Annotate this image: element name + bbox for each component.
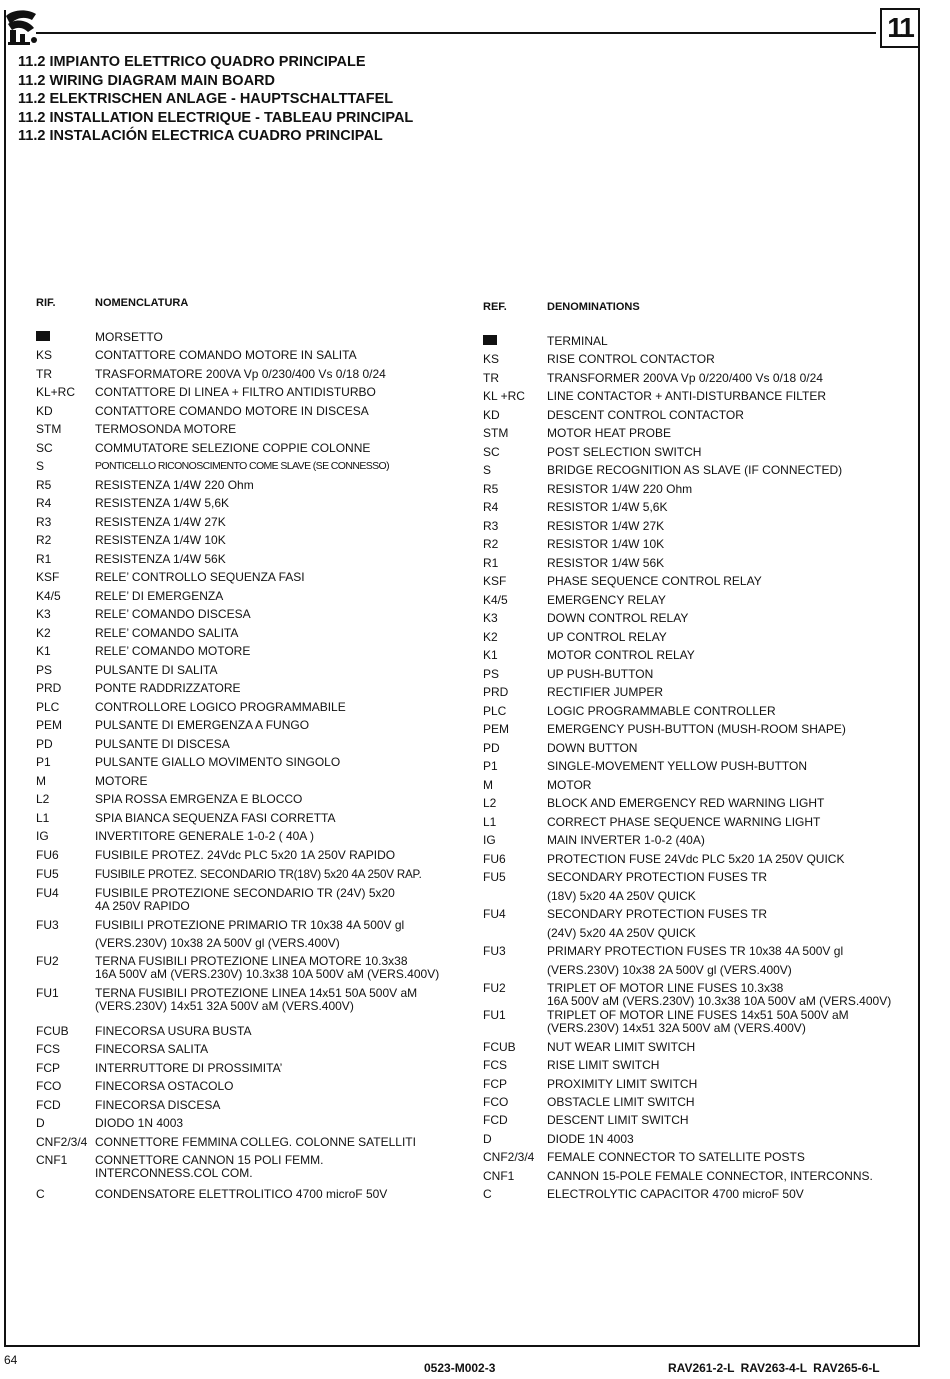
model-list: RAV261-2-L RAV263-4-L RAV265-6-L (668, 1361, 880, 1375)
legend-description: COMMUTATORE SELEZIONE COPPIE COLONNE (95, 441, 371, 455)
legend-code: PEM (36, 718, 63, 732)
legend-code: FU5 (483, 870, 506, 884)
legend-description: RISE LIMIT SWITCH (547, 1058, 660, 1072)
chapter-number-box: 11 (880, 8, 920, 48)
legend-code: STM (36, 422, 62, 436)
frame-right-border (918, 46, 920, 1346)
legend-description: SPIA ROSSA EMRGENZA E BLOCCO (95, 792, 303, 806)
legend-description: MORSETTO (95, 330, 163, 344)
legend-description: PRIMARY PROTECTION FUSES TR 10x38 4A 500V gl (547, 944, 844, 958)
legend-description: RESISTOR 1/4W 220 Ohm (547, 482, 693, 496)
title-spanish: 11.2 INSTALACIÓN ELECTRICA CUADRO PRINCIPAL (18, 128, 383, 144)
legend-description: UP PUSH-BUTTON (547, 667, 654, 681)
legend-code: R1 (483, 556, 499, 570)
legend-code: FU3 (483, 944, 506, 958)
legend-code: R4 (36, 496, 52, 510)
legend-description: NUT WEAR LIMIT SWITCH (547, 1040, 696, 1054)
legend-code (483, 335, 497, 348)
legend-description: RELE’ DI EMERGENZA (95, 589, 224, 603)
legend-description: EMERGENCY PUSH-BUTTON (MUSH-ROOM SHAPE) (547, 722, 846, 736)
legend-description: CONTATTORE COMANDO MOTORE IN SALITA (95, 348, 357, 362)
legend-code: PD (483, 741, 500, 755)
legend-code: C (36, 1187, 45, 1201)
legend-description: PROTECTION FUSE 24Vdc PLC 5x20 1A 250V QUICK (547, 852, 845, 866)
legend-code: KSF (36, 570, 60, 584)
legend-code: CNF2/3/4 (483, 1150, 535, 1164)
page-number: 64 (4, 1353, 18, 1367)
english-legend-table (483, 301, 903, 1201)
legend-description: TERMINAL (547, 334, 608, 348)
legend-code: R2 (36, 533, 52, 547)
legend-description: RELE’ CONTROLLO SEQUENZA FASI (95, 570, 305, 584)
legend-description: MOTOR (547, 778, 592, 792)
legend-description: DIODO 1N 4003 (95, 1116, 184, 1130)
legend-description: RESISTOR 1/4W 5,6K (547, 500, 668, 514)
legend-code: KL +RC (483, 389, 525, 403)
legend-code: FU6 (36, 848, 59, 862)
legend-description: MAIN INVERTER 1-0-2 (40A) (547, 833, 705, 847)
english-table-header (483, 301, 903, 321)
legend-description: SECONDARY PROTECTION FUSES TR (547, 870, 768, 884)
legend-description: TERNA FUSIBILI PROTEZIONE LINEA 14x51 50A 500V aM (VERS.230V) 14x51 32A 500V aM (VERS.400V) (95, 986, 418, 1013)
legend-description: FINECORSA USURA BUSTA (95, 1024, 252, 1038)
title-french: 11.2 INSTALLATION ELECTRIQUE - TABLEAU PRINCIPAL (18, 109, 414, 126)
legend-code: TR (483, 371, 499, 385)
legend-code: L2 (36, 792, 50, 806)
legend-description: FUSIBILE PROTEZ. SECONDARIO TR(18V) 5x20 4A 250V RAP. (95, 868, 422, 881)
legend-code: M (483, 778, 493, 792)
legend-code: FCS (483, 1058, 507, 1072)
legend-code: FCUB (483, 1040, 516, 1054)
legend-description: INVERTITORE GENERALE 1-0-2 ( 40A ) (95, 829, 314, 843)
legend-description: TERNA FUSIBILI PROTEZIONE LINEA MOTORE 10.3x38 16A 500V aM (VERS.230V) 10.3x38 10A 500V aM (VERS.400V) (95, 954, 440, 981)
legend-code: L1 (36, 811, 50, 825)
legend-description: RESISTOR 1/4W 56K (547, 556, 665, 570)
legend-code: FCP (36, 1061, 60, 1075)
italian-legend-table (36, 297, 456, 1201)
legend-description: CONTROLLORE LOGICO PROGRAMMABILE (95, 700, 346, 714)
legend-code: STM (483, 426, 509, 440)
legend-code: R3 (36, 515, 52, 529)
legend-description: BLOCK AND EMERGENCY RED WARNING LIGHT (547, 796, 825, 810)
legend-code: L2 (483, 796, 497, 810)
legend-code: PEM (483, 722, 510, 736)
legend-description: SECONDARY PROTECTION FUSES TR (547, 907, 768, 921)
legend-description: CONNETTORE CANNON 15 POLI FEMM. INTERCONNESS.COL COM. (95, 1153, 324, 1180)
legend-description: UP CONTROL RELAY (547, 630, 667, 644)
legend-code: SC (36, 441, 53, 455)
header-rule (36, 32, 876, 34)
legend-description: RISE CONTROL CONTACTOR (547, 352, 715, 366)
legend-description: BRIDGE RECOGNITION AS SLAVE (IF CONNECTED) (547, 463, 843, 477)
legend-description: PONTE RADDRIZZATORE (95, 681, 241, 695)
legend-description: OBSTACLE LIMIT SWITCH (547, 1095, 695, 1109)
document-code: 0523-M002-3 (424, 1361, 496, 1375)
legend-description: (VERS.230V) 10x38 2A 500V gl (VERS.400V) (547, 963, 792, 977)
legend-code: SC (483, 445, 500, 459)
legend-description: RECTIFIER JUMPER (547, 685, 664, 699)
legend-description: (18V) 5x20 4A 250V QUICK (547, 889, 696, 903)
legend-code: PRD (36, 681, 62, 695)
title-english: 11.2 WIRING DIAGRAM MAIN BOARD (18, 72, 275, 89)
legend-code: K1 (483, 648, 498, 662)
legend-code: CNF1 (36, 1153, 68, 1167)
legend-description: CANNON 15-POLE FEMALE CONNECTOR, INTERCONNS. (547, 1169, 873, 1183)
legend-description: CONTATTORE DI LINEA + FILTRO ANTIDISTURBO (95, 385, 376, 399)
legend-code: PLC (36, 700, 60, 714)
legend-code: KD (36, 404, 53, 418)
legend-code: R1 (36, 552, 52, 566)
legend-description: RELE’ COMANDO MOTORE (95, 644, 251, 658)
legend-code: FCO (36, 1079, 62, 1093)
legend-description: TERMOSONDA MOTORE (95, 422, 237, 436)
legend-code: KSF (483, 574, 507, 588)
legend-description: RESISTENZA 1/4W 56K (95, 552, 226, 566)
legend-description: (VERS.230V) 10x38 2A 500V gl (VERS.400V) (95, 936, 340, 950)
legend-code: FU1 (36, 986, 59, 1000)
legend-description: PHASE SEQUENCE CONTROL RELAY (547, 574, 762, 588)
legend-code: K2 (36, 626, 51, 640)
legend-code: FU3 (36, 918, 59, 932)
legend-description: DOWN BUTTON (547, 741, 638, 755)
legend-code: FCD (36, 1098, 61, 1112)
legend-code: C (483, 1187, 492, 1201)
legend-description: RESISTOR 1/4W 27K (547, 519, 665, 533)
legend-description: POST SELECTION SWITCH (547, 445, 702, 459)
legend-code: FU6 (483, 852, 506, 866)
legend-description: RESISTENZA 1/4W 27K (95, 515, 226, 529)
frame-bottom-border (4, 1345, 920, 1347)
legend-description: MOTOR CONTROL RELAY (547, 648, 695, 662)
legend-code: PS (483, 667, 500, 681)
legend-description: RELE’ COMANDO SALITA (95, 626, 239, 640)
legend-description: PROXIMITY LIMIT SWITCH (547, 1077, 698, 1091)
legend-description: CORRECT PHASE SEQUENCE WARNING LIGHT (547, 815, 821, 829)
legend-code: PD (36, 737, 53, 751)
legend-code: FU4 (483, 907, 506, 921)
legend-code: KL+RC (36, 385, 76, 399)
legend-description: DIODE 1N 4003 (547, 1132, 634, 1146)
legend-description: DOWN CONTROL RELAY (547, 611, 689, 625)
legend-code: KD (483, 408, 500, 422)
legend-code: FCP (483, 1077, 507, 1091)
header-name: NOMENCLATURA (95, 297, 189, 309)
legend-description: FINECORSA OSTACOLO (95, 1079, 234, 1093)
legend-code: KS (36, 348, 53, 362)
legend-code: FCO (483, 1095, 509, 1109)
legend-code: IG (483, 833, 496, 847)
legend-code: L1 (483, 815, 497, 829)
legend-description: CONNETTORE FEMMINA COLLEG. COLONNE SATELLITI (95, 1135, 416, 1149)
legend-description: LOGIC PROGRAMMABLE CONTROLLER (547, 704, 776, 718)
legend-code: FU5 (36, 867, 59, 881)
legend-code: K2 (483, 630, 498, 644)
legend-description: ELECTROLYTIC CAPACITOR 4700 microF 50V (547, 1187, 804, 1201)
legend-code: K3 (36, 607, 51, 621)
legend-description: FUSIBILE PROTEZIONE SECONDARIO TR (24V) 5x20 4A 250V RAPIDO (95, 886, 395, 913)
legend-description: DESCENT LIMIT SWITCH (547, 1113, 689, 1127)
legend-description: PULSANTE GIALLO MOVIMENTO SINGOLO (95, 755, 341, 769)
terminal-symbol-icon (483, 335, 497, 345)
title-german: 11.2 ELEKTRISCHEN ANLAGE - HAUPTSCHALTTAFEL (18, 91, 394, 107)
legend-description: LINE CONTACTOR + ANTI-DISTURBANCE FILTER (547, 389, 827, 403)
legend-description: MOTOR HEAT PROBE (547, 426, 672, 440)
italian-table-header (36, 297, 456, 317)
legend-code: FU2 (483, 981, 506, 995)
legend-description: TRASFORMATORE 200VA Vp 0/230/400 Vs 0/18 0/24 (95, 367, 386, 381)
legend-description: RESISTENZA 1/4W 5,6K (95, 496, 230, 510)
legend-description: TRIPLET OF MOTOR LINE FUSES 14x51 50A 500V aM (VERS.230V) 14x51 32A 500V aM (VERS.400V) (547, 1008, 849, 1035)
legend-description: FEMALE CONNECTOR TO SATELLITE POSTS (547, 1150, 805, 1164)
legend-description: FINECORSA DISCESA (95, 1098, 221, 1112)
legend-code: FCS (36, 1042, 60, 1056)
frame-left-border (4, 10, 6, 1346)
section-titles (18, 53, 413, 146)
legend-description: PULSANTE DI SALITA (95, 663, 218, 677)
legend-code: PS (36, 663, 53, 677)
legend-code: CNF2/3/4 (36, 1135, 88, 1149)
title-italian: 11.2 IMPIANTO ELETTRICO QUADRO PRINCIPALE (18, 54, 366, 70)
legend-description: FINECORSA SALITA (95, 1042, 209, 1056)
legend-code: FU4 (36, 886, 59, 900)
legend-description: FUSIBILE PROTEZ. 24Vdc PLC 5x20 1A 250V RAPIDO (95, 848, 396, 862)
legend-description: TRIPLET OF MOTOR LINE FUSES 10.3x38 16A 500V aM (VERS.230V) 10.3x38 10A 500V aM (VERS.400V) (547, 981, 892, 1008)
legend-code: PLC (483, 704, 507, 718)
brand-logo-icon (2, 6, 42, 48)
header-name: DENOMINATIONS (547, 301, 640, 313)
legend-code: R5 (483, 482, 499, 496)
terminal-symbol-icon (36, 331, 50, 341)
legend-description: DESCENT CONTROL CONTACTOR (547, 408, 744, 422)
legend-description: SINGLE-MOVEMENT YELLOW PUSH-BUTTON (547, 759, 808, 773)
legend-code (36, 331, 50, 344)
legend-code: R3 (483, 519, 499, 533)
legend-code: FU2 (36, 954, 59, 968)
legend-code: FCUB (36, 1024, 69, 1038)
legend-description: PONTICELLO RICONOSCIMENTO COME SLAVE (SE CONNESSO) (95, 460, 389, 472)
legend-description: PULSANTE DI EMERGENZA A FUNGO (95, 718, 310, 732)
legend-code: D (36, 1116, 45, 1130)
legend-code: KS (483, 352, 500, 366)
legend-description: RESISTENZA 1/4W 10K (95, 533, 226, 547)
legend-description: (24V) 5x20 4A 250V QUICK (547, 926, 696, 940)
legend-code: R5 (36, 478, 52, 492)
legend-description: MOTORE (95, 774, 148, 788)
legend-code: IG (36, 829, 49, 843)
legend-code: P1 (36, 755, 51, 769)
legend-code: R2 (483, 537, 499, 551)
legend-code: TR (36, 367, 52, 381)
legend-description: RELE’ COMANDO DISCESA (95, 607, 251, 621)
legend-code: D (483, 1132, 492, 1146)
header-ref: REF. (483, 301, 507, 313)
legend-description: INTERRUTTORE DI PROSSIMITA’ (95, 1061, 283, 1075)
legend-description: RESISTOR 1/4W 10K (547, 537, 665, 551)
legend-code: FU1 (483, 1008, 506, 1022)
legend-code: M (36, 774, 46, 788)
legend-code: CNF1 (483, 1169, 515, 1183)
legend-code: PRD (483, 685, 509, 699)
legend-description: TRANSFORMER 200VA Vp 0/220/400 Vs 0/18 0/24 (547, 371, 823, 385)
legend-code: S (483, 463, 492, 477)
legend-code: S (36, 459, 45, 473)
legend-code: P1 (483, 759, 498, 773)
legend-description: RESISTENZA 1/4W 220 Ohm (95, 478, 254, 492)
legend-code: K3 (483, 611, 498, 625)
legend-code: FCD (483, 1113, 508, 1127)
legend-code: K4/5 (483, 593, 508, 607)
legend-code: K4/5 (36, 589, 61, 603)
legend-description: FUSIBILI PROTEZIONE PRIMARIO TR 10x38 4A 500V gl (95, 918, 405, 932)
legend-description: SPIA BIANCA SEQUENZA FASI CORRETTA (95, 811, 336, 825)
legend-description: CONTATTORE COMANDO MOTORE IN DISCESA (95, 404, 369, 418)
legend-description: CONDENSATORE ELETTROLITICO 4700 microF 50V (95, 1187, 388, 1201)
legend-description: EMERGENCY RELAY (547, 593, 666, 607)
legend-code: R4 (483, 500, 499, 514)
legend-code: K1 (36, 644, 51, 658)
header-ref: RIF. (36, 297, 56, 309)
legend-description: PULSANTE DI DISCESA (95, 737, 230, 751)
